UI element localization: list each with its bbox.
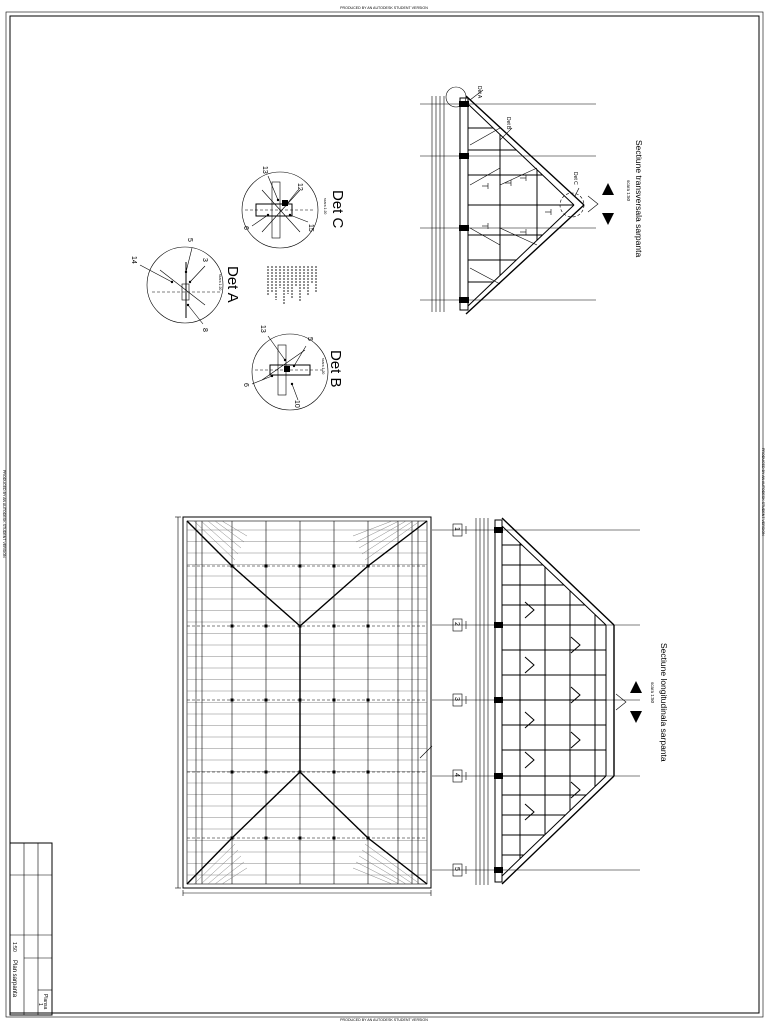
transversal-section-title: Sectiune transversala sarpanta [634,140,644,258]
drawing-scale: 1:50 [11,942,17,952]
detail-a-circle [147,247,223,323]
detail-c [242,166,346,248]
sheet-number: 1 [37,1003,43,1006]
detail-c-leader-dot [289,214,291,216]
jack-rafter [208,521,241,548]
plate-block [494,867,503,873]
brace-chevron [525,804,534,820]
plan-post-marker [231,565,234,568]
rafter-inner [468,205,574,306]
detail-b-label: 10 [293,400,300,408]
rafter [502,776,614,884]
detail-b-leader [252,376,272,384]
det-c-callout-label: Det C [572,172,578,185]
detail-c-leader-dot [267,214,269,216]
detail-b-title: Det B [327,350,344,388]
plan-post-marker [231,771,234,774]
jack-rafter [194,521,235,560]
plate-block [494,622,503,628]
plan-post-marker [367,625,370,628]
plan-post-marker [367,565,370,568]
detail-b-leader-dot [291,383,293,385]
detail-c-title: Det C [329,190,346,229]
detail-b-label: 6 [242,383,249,387]
plan-post-marker [299,625,302,628]
detail-c-label: 12 [296,183,303,191]
plan-post-marker [265,565,268,568]
plan-post-marker [265,625,268,628]
brace [500,228,537,245]
watermark-top: PRODUCED BY AN AUTODESK STUDENT VERSION [340,6,428,10]
plate-block [494,527,503,533]
plan-post-marker [367,837,370,840]
transversal-section [420,86,644,314]
plan-leader [420,746,432,758]
jack-rafter [215,862,244,884]
detail-b-leader-dot [271,375,273,377]
brace [470,168,500,185]
detail-legend [268,266,316,304]
plate-block [459,153,469,159]
transversal-section-scale: scara 1:50 [626,180,631,202]
detail-b-bolt [284,366,290,372]
plan-post-marker [333,625,336,628]
brace-chevron [571,687,580,703]
plan-post-marker [231,699,234,702]
plan-post-marker [333,837,336,840]
sheet-frame [6,12,763,1017]
jack-rafter [356,521,399,542]
det-a-callout-label: Det A [476,86,482,99]
jack-rafter [356,862,399,884]
plan-post-marker [231,625,234,628]
detail-c-label: 6 [242,226,249,230]
brace-chevron [571,782,580,798]
brace-chevron [571,732,580,748]
axis-label: 5 [453,867,460,871]
plan-post-marker [333,771,336,774]
jack-rafter [194,844,235,884]
detail-a-leader-dot [189,281,191,283]
jack-rafter [359,521,406,548]
jack-rafter [201,521,238,554]
axis-label: 4 [453,773,460,777]
detail-a-leader [140,265,172,282]
rafter [502,518,614,625]
roof-plan [175,517,432,896]
detail-b-leader-dot [284,359,286,361]
outer-border [6,12,763,1017]
detail-c-leader-dot [277,199,279,201]
plan-post-marker [265,837,268,840]
detail-a-leader [190,266,205,282]
plan-post-marker [299,699,302,702]
title-block [10,843,52,1015]
detail-b-leader [294,346,306,366]
longitudinal-section-scale: scara 1:50 [650,682,655,704]
plan-post-marker [265,771,268,774]
plan-post-marker [299,771,302,774]
detail-a-label: 8 [201,328,208,332]
brace [470,228,500,245]
detail-c-label: 15 [307,224,314,232]
hip-line [187,521,232,566]
watermarks [2,6,765,1022]
plan-post-marker [367,771,370,774]
hip-line [187,838,232,884]
plan-post-marker [367,699,370,702]
plan-post-marker [299,837,302,840]
plan-post-marker [231,837,234,840]
det-b-callout-label: Det B [505,117,511,130]
detail-a-leader-dot [185,271,187,273]
plate-block [494,697,503,703]
detail-c-leader [290,215,308,222]
brace [470,128,500,145]
plate-block [459,225,469,231]
section-cut-arrow-down [602,213,614,225]
brace-chevron [525,712,534,728]
detail-a-label: 3 [201,258,208,262]
axis-label: 1 [453,527,460,531]
long-section-cut-mark [616,694,626,710]
detail-b-label: 13 [259,325,266,333]
plan-post-marker [333,699,336,702]
detail-c-leader-dot [285,204,287,206]
rafter-inner [502,776,606,876]
axis-label: 3 [453,697,460,701]
longitudinal-section-title: Sectiune longitudinala sarpanta [659,643,669,762]
long-section-cut-arrow-up [630,681,642,693]
jack-rafter [208,856,241,884]
plan-post-marker [333,565,336,568]
rafter-inner [468,104,574,205]
top-plate [460,98,468,310]
details [130,166,346,410]
detail-b-label: 5 [306,337,313,341]
long-section-cut-arrow-down [630,711,642,723]
detail-b-leader [268,336,285,360]
plate-block [459,297,469,303]
detail-a-scale: scara 1:20 [218,274,222,291]
detail-a-label: 5 [186,238,193,242]
detail-c-scale: scara 1:20 [323,198,327,215]
detail-b-scale: scara 1:20 [321,358,325,375]
detail-b-leader [292,384,298,400]
longitudinal-section [432,518,669,885]
plate-block [459,101,469,107]
detail-c-leader [286,190,298,205]
axis-label: 2 [453,622,460,626]
section-cut-mark [588,196,598,212]
detail-b [242,325,344,410]
brace [500,168,537,185]
detail-a-label: 14 [130,256,137,264]
detail-a-leader-dot [187,304,189,306]
brace-chevron [525,602,534,618]
watermark-left: PRODUCED BY AN AUTODESK STUDENT VERSION [2,470,6,558]
detail-a-leader [188,305,203,324]
plate-block [494,773,503,779]
detail-a-leader [186,248,192,272]
jack-rafter [359,856,406,884]
drawing-title: Plan sarpanta [11,960,17,998]
detail-c-leader [268,176,278,200]
jack-rafter [201,850,238,884]
plan-post-marker [265,699,268,702]
detail-a-title: Det A [224,266,241,303]
watermark-right: PRODUCED BY AN AUTODESK STUDENT VERSION [761,448,765,536]
detail-c-leader [252,215,268,226]
sheet-label: Plansa [42,994,48,1010]
detail-c-label: 13 [261,166,268,174]
section-cut-arrow-up [602,183,614,195]
brace-chevron [525,752,534,768]
rafter-inner [502,526,606,625]
brace-chevron [571,637,580,653]
watermark-bottom: PRODUCED BY AN AUTODESK STUDENT VERSION [340,1018,428,1022]
detail-b-leader-dot [293,365,295,367]
brace-chevron [525,657,534,673]
plan-post-marker [299,565,302,568]
detail-a-leader-dot [171,281,173,283]
jack-rafter [222,521,247,536]
